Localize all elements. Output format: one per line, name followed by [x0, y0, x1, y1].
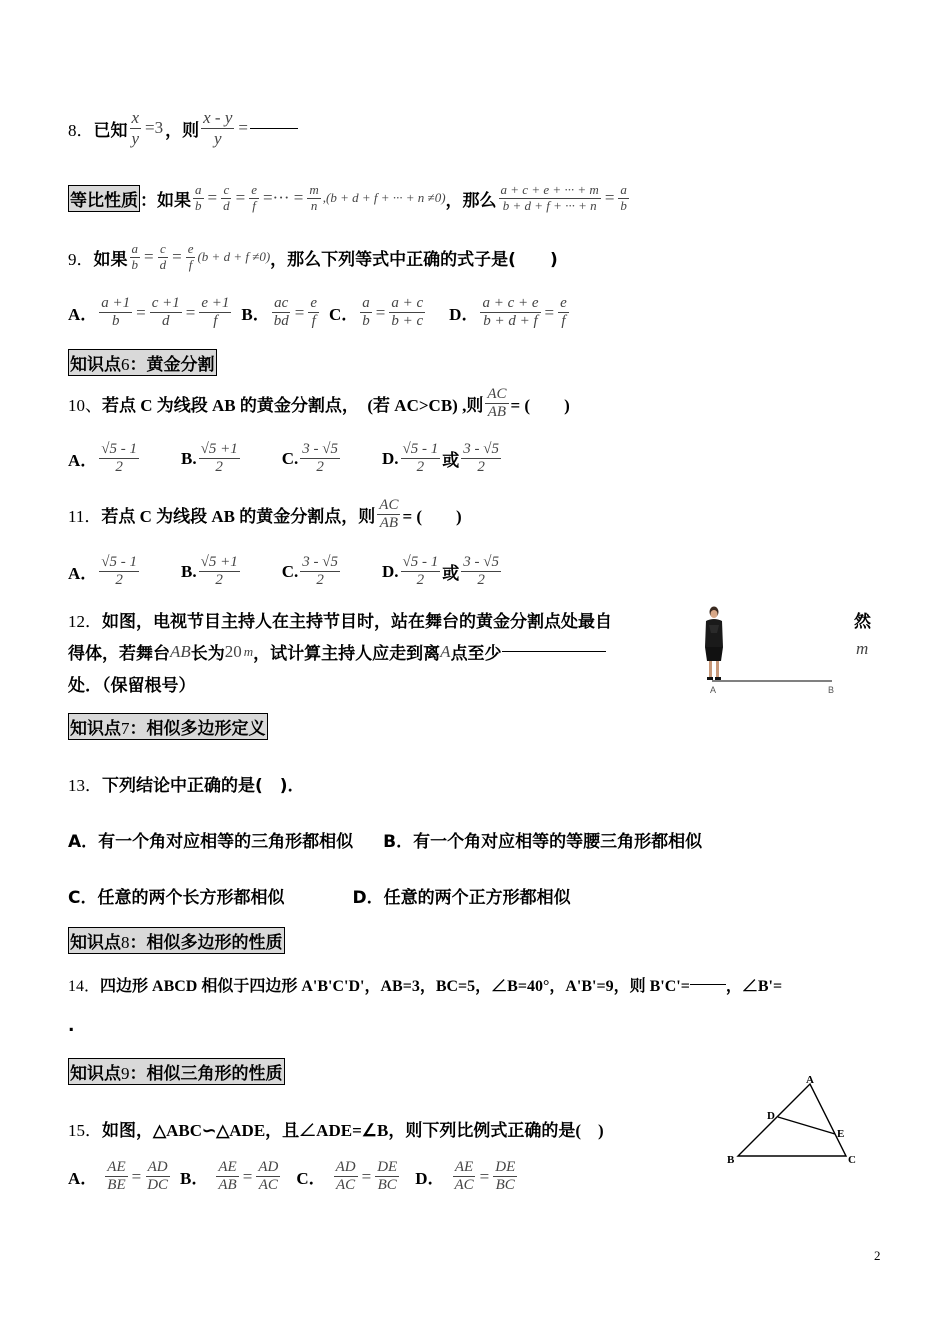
- question-10: [68, 386, 570, 422]
- knowledge-point-8: [68, 927, 285, 954]
- question-text: ，则: [165, 120, 200, 141]
- fraction: $\frac{c}{d}$: [223, 182, 230, 213]
- page-number: 2: [874, 1248, 881, 1263]
- fraction: $\frac{e}{f}$: [560, 295, 567, 330]
- section-label: 知识点8：相似多边形的性质: [68, 927, 285, 954]
- option-a-label[interactable]: A．: [68, 451, 98, 471]
- fraction: $\frac{AC}{AB}$: [379, 497, 399, 532]
- segment-label: AB: [170, 641, 191, 661]
- option-d-label[interactable]: D.: [381, 561, 399, 581]
- fraction: $\frac{c +1}{d}$: [151, 295, 180, 330]
- vertex-b-label: B: [727, 1154, 735, 1166]
- question-8: [68, 108, 298, 148]
- property-text: ，那么: [445, 190, 497, 211]
- question-12-line-2: [68, 639, 606, 664]
- fraction: $\frac{3 - √5}{2}$: [463, 441, 499, 476]
- point-a-label: A: [710, 685, 717, 695]
- question-12-unit: [856, 639, 868, 659]
- fraction: $\frac{e +1}{f}$: [201, 295, 230, 330]
- host-on-stage-figure: [696, 603, 846, 698]
- question-15-options: A． $\frac{AE}{BE}$ = $\frac{AD}{DC}$ B． $\frac{AE}{AB}$ = $\frac{AD}{AC}$ C． $\frac{AD}{AC}$ = $\frac{DE}{BC}$ D． $\frac{AE}{AC}$ = $\frac{DE}{BC}$: [68, 1159, 516, 1194]
- equation-part: =3: [145, 118, 164, 138]
- condition-text: ,(b + d + f + ··· + n ≠0): [322, 190, 446, 206]
- fraction: $\frac{√5 - 1}{2}$: [402, 554, 439, 589]
- fraction: $\frac{a + c}{b + c}$: [391, 295, 424, 330]
- option-a-label[interactable]: A．: [68, 305, 98, 325]
- question-text: 若点 C 为线段 AB 的黄金分割点， (若 AC>CB) ,则: [102, 396, 484, 416]
- fraction: $\frac{AD}{DC}$: [147, 1159, 169, 1194]
- fraction: $\frac{a}{b}$: [131, 241, 138, 272]
- triangle-figure: [724, 1072, 864, 1167]
- property-text: ：如果: [140, 190, 191, 211]
- answer-blank[interactable]: [690, 984, 726, 985]
- unit-text: m: [856, 639, 869, 658]
- option-b-label[interactable]: B．: [180, 1169, 209, 1189]
- ellipsis: =··· =: [262, 188, 304, 208]
- question-text: .: [68, 1016, 75, 1036]
- fraction: $\frac{ac}{bd}$: [273, 295, 289, 330]
- question-number: 8．: [68, 120, 94, 140]
- question-text: 然: [854, 612, 871, 632]
- question-text: 处．（保留根号）: [68, 676, 196, 696]
- fraction: $\frac{√5 - 1}{2}$: [402, 441, 439, 476]
- fraction: $\frac{√5 - 1}{2}$: [101, 441, 138, 476]
- option-a[interactable]: A．有一个角对应相等的三角形都相似: [68, 832, 354, 852]
- answer-blank[interactable]: [250, 128, 298, 129]
- triangle-abc: [738, 1084, 846, 1156]
- question-number: 13．: [68, 776, 102, 795]
- question-text: 如图，: [102, 1121, 153, 1141]
- question-12-line-1: [68, 607, 612, 632]
- knowledge-point-9: [68, 1058, 285, 1085]
- question-13-options-2: [68, 883, 571, 908]
- fraction: $\frac{m}{n}$: [309, 182, 319, 213]
- question-number: 11．: [68, 507, 102, 527]
- fraction: $\frac{a}{b}$: [362, 295, 370, 330]
- option-b-label[interactable]: B．: [241, 305, 270, 325]
- point-b-label: B: [828, 685, 835, 695]
- vertex-e-label: E: [837, 1128, 845, 1140]
- fraction: $\frac{x}{y}$: [131, 108, 140, 148]
- question-text: ，∠B'=: [725, 978, 783, 995]
- fraction: $\frac{DE}{BC}$: [377, 1159, 398, 1194]
- question-text: ，试计算主持人应走到离: [253, 644, 441, 664]
- question-text: 得体，若舞台: [68, 644, 170, 664]
- question-text: = ( ): [510, 396, 570, 416]
- option-b-label[interactable]: B.: [181, 448, 197, 468]
- question-15: [68, 1116, 604, 1141]
- fraction: $\frac{AE}{AC}$: [454, 1159, 474, 1194]
- fraction: $\frac{x - y}{y}$: [203, 108, 233, 148]
- property-line: 等比性质 ：如果 $\frac{a}{b}$ = $\frac{c}{d}$ = $\frac{e}{f}$ =··· = $\frac{m}{n}$ ,(b + d + f + ··· + n ≠0) ，那么 $\frac{a + c + e + \cdot\cdot\cdot + m}{b + d + f + \cdot\cdot\cdot + n}$ = $\frac{a}{b}$: [70, 182, 627, 213]
- fraction: $\frac{3 - √5}{2}$: [302, 554, 338, 589]
- question-number: 9．: [68, 249, 94, 269]
- question-9: 9． 如果 $\frac{a}{b}$ = $\frac{c}{d}$ = $\frac{e}{f}$ (b + d + f ≠0) ，那么下列等式中正确的式子是( ): [68, 241, 558, 272]
- question-text: 四边形 ABCD 相似于四边形 A'B'C'D'，AB=3，BC=5，∠B=40°，A'B'=9，则 B'C'=: [100, 978, 690, 995]
- fraction: $\frac{3 - √5}{2}$: [463, 554, 499, 589]
- question-11: [68, 497, 462, 533]
- vertex-d-label: D: [767, 1110, 775, 1122]
- option-c-label[interactable]: C．: [329, 305, 359, 325]
- fraction: $\frac{a}{b}$: [620, 182, 627, 213]
- fraction: $\frac{√5 - 1}{2}$: [101, 554, 138, 589]
- fraction: $\frac{a}{b}$: [195, 182, 202, 213]
- question-10-options: [68, 441, 503, 477]
- fraction: $\frac{a + c + e + \cdot\cdot\cdot + m}{b + d + f + \cdot\cdot\cdot + n}$: [500, 182, 599, 213]
- question-text: = ( ): [402, 507, 462, 527]
- section-label: 知识点9：相似三角形的性质: [68, 1058, 285, 1085]
- vertex-a-label: A: [806, 1074, 814, 1086]
- question-text: 长为: [190, 644, 225, 664]
- question-text: 如图，电视节目主持人在主持节目时，站在舞台的黄金分割点处最自: [102, 612, 612, 632]
- fraction: $\frac{AE}{AB}$: [218, 1159, 237, 1194]
- option-b-label[interactable]: B.: [181, 561, 197, 581]
- fraction: $\frac{√5 +1}{2}$: [200, 441, 238, 476]
- option-c-label[interactable]: C.: [281, 561, 299, 581]
- question-13-options-1: [68, 827, 702, 852]
- question-text: 若点 C 为线段 AB 的黄金分割点，则: [101, 507, 376, 527]
- question-number: 12．: [68, 612, 102, 631]
- host-person-icon: [705, 607, 723, 681]
- question-text: 下列结论中正确的是( )．: [102, 776, 305, 796]
- question-9-options: A． $\frac{a +1}{b}$ = $\frac{c +1}{d}$ = $\frac{e +1}{f}$ B． $\frac{ac}{bd}$ = $\frac{e}{f}$ C． $\frac{a}{b}$ = $\frac{a + c}{b + c}$ D． $\frac{a + c + e}{b + d + f}$ = $\frac{e}{f}$: [68, 295, 567, 330]
- segment-de: [778, 1117, 835, 1134]
- vertex-c-label: C: [848, 1154, 856, 1166]
- option-c-label[interactable]: C.: [281, 448, 299, 468]
- option-d-label[interactable]: D．: [415, 1169, 445, 1189]
- equation-part: =: [238, 118, 248, 138]
- option-c[interactable]: C．任意的两个长方形都相似: [68, 888, 285, 908]
- question-11-options: [68, 554, 503, 590]
- question-14-end: [68, 1016, 74, 1036]
- question-number: 10、: [68, 396, 102, 416]
- question-13: [68, 771, 305, 796]
- option-d[interactable]: D．任意的两个正方形都相似: [352, 888, 571, 908]
- condition-text: (b + d + f ≠0): [197, 249, 271, 265]
- answer-blank[interactable]: [502, 651, 606, 652]
- question-text: 如果: [93, 249, 128, 270]
- question-12-line-3: [68, 671, 196, 696]
- or-text: 或: [442, 451, 460, 472]
- knowledge-point-6: [68, 349, 217, 376]
- fraction: $\frac{AC}{AB}$: [487, 386, 507, 421]
- section-label: 等比性质: [68, 185, 140, 212]
- fraction: $\frac{e}{f}$: [310, 295, 318, 330]
- knowledge-point-7: [68, 713, 268, 740]
- question-text: 已知: [93, 120, 128, 141]
- question-14: [68, 973, 782, 996]
- fraction: $\frac{3 - √5}{2}$: [302, 441, 338, 476]
- length-value: 20: [224, 641, 242, 661]
- option-a-label[interactable]: A．: [68, 1169, 98, 1189]
- question-number: 15．: [68, 1121, 102, 1140]
- option-c-label[interactable]: C．: [296, 1169, 326, 1189]
- question-12-line-1-end: [854, 607, 871, 632]
- fraction: $\frac{c}{d}$: [159, 241, 167, 272]
- question-text: △ABC∽△ADE，且∠ADE=∠B，则下列比例式正确的是( ): [153, 1121, 604, 1140]
- option-d-label[interactable]: D．: [449, 305, 479, 325]
- fraction: $\frac{e}{f}$: [251, 182, 257, 213]
- option-a-label[interactable]: A．: [68, 564, 98, 584]
- question-text: 点至少: [450, 644, 502, 664]
- fraction: $\frac{DE}{BC}$: [495, 1159, 516, 1194]
- unit-text: m: [243, 643, 254, 659]
- section-label: 知识点6：黄金分割: [68, 349, 217, 376]
- point-label: A: [440, 641, 451, 661]
- option-d-label[interactable]: D.: [381, 448, 399, 468]
- option-b[interactable]: B．有一个角对应相等的等腰三角形都相似: [383, 832, 703, 852]
- fraction: $\frac{AD}{AC}$: [258, 1159, 279, 1194]
- fraction: $\frac{e}{f}$: [187, 241, 194, 272]
- question-number: 14．: [68, 978, 101, 995]
- fraction: $\frac{a + c + e}{b + d + f}$: [482, 295, 539, 330]
- fraction: $\frac{AE}{BE}$: [107, 1159, 126, 1194]
- question-text: ，那么下列等式中正确的式子是( ): [270, 249, 558, 270]
- section-label: 知识点7：相似多边形定义: [68, 713, 268, 740]
- or-text: 或: [442, 564, 460, 585]
- fraction: $\frac{√5 +1}{2}$: [200, 554, 238, 589]
- fraction: $\frac{a +1}{b}$: [101, 295, 131, 330]
- fraction: $\frac{AD}{AC}$: [335, 1159, 356, 1194]
